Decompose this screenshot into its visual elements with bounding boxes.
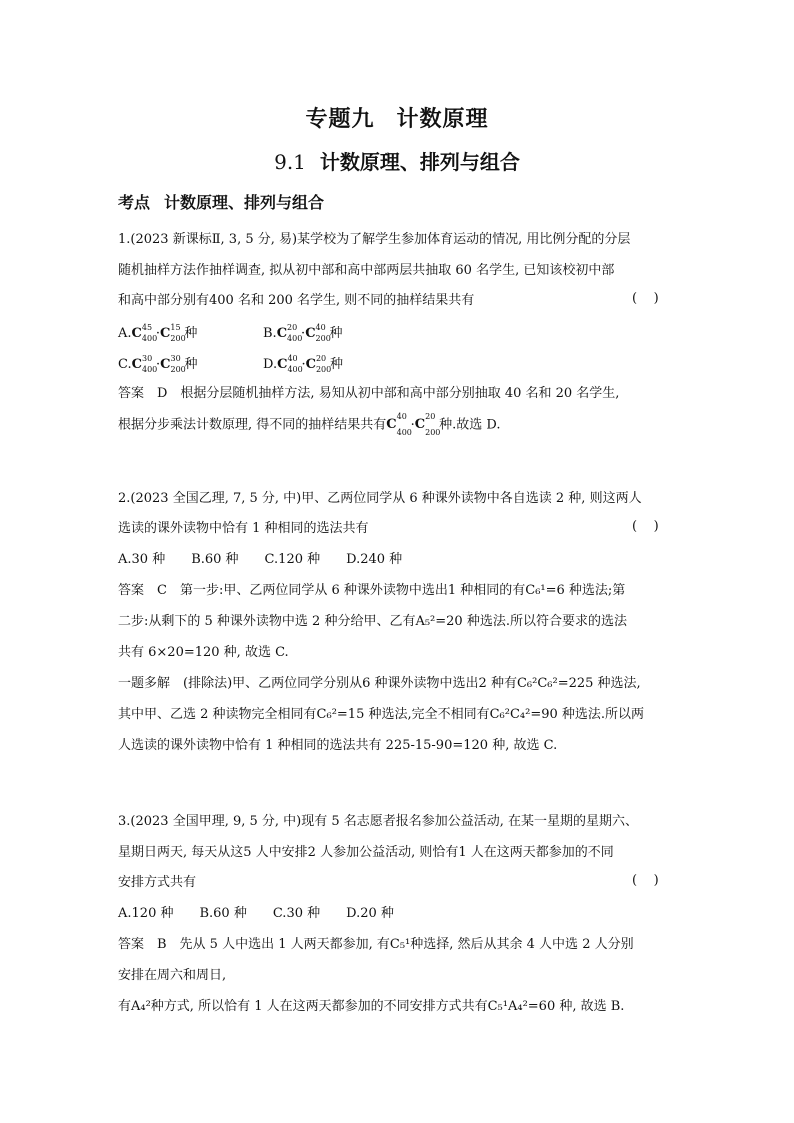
combo-sup: 20 — [315, 354, 327, 363]
answer-text: 种.故选 D. — [439, 417, 501, 433]
combo-sub: 200 — [315, 334, 331, 343]
option-label: C. — [118, 357, 132, 372]
q2-alt-line-1: 一题多解 (排除法)甲、乙两位同学分别从6 种课外读物中选出2 种有C₆²C₆²=225 种选法, — [118, 676, 641, 691]
q1-option-b: B.C 20 400 ·C 40 200 种 — [263, 323, 343, 343]
combo-sub: 200 — [315, 365, 332, 374]
combo-sup: 30 — [170, 354, 181, 363]
kaodian-topic: 计数原理、排列与组合 — [164, 193, 325, 212]
combo-sup: 40 — [287, 354, 298, 363]
q3-answer-line-2: 安排在周六和周日, — [118, 968, 227, 983]
combo-sup: 40 — [396, 412, 407, 421]
q2-line-1: 2.(2023 全国乙理, 7, 5 分, 中)甲、乙两位同学从 6 种课外读物中各自选读 2 种, 则这两人 — [118, 491, 642, 506]
section-title — [0, 146, 794, 175]
q1-line-1: 1.(2023 新课标Ⅱ, 3, 5 分, 易)某学校为了解学生参加体育运动的情况, 用比例分配的分层 — [118, 232, 631, 247]
q1-line-2: 随机抽样方法作抽样调查, 拟从初中部和高中部两层共抽取 60 名学生, 已知该校初中部 — [118, 263, 615, 278]
option-tail: 种 — [184, 326, 198, 341]
combo-sup: 30 — [141, 354, 153, 363]
q2-answer-blank: ( ) — [632, 519, 659, 534]
q1-line-3: 和高中部分别有400 名和 200 名学生, 则不同的抽样结果共有 — [118, 293, 475, 308]
chapter-name: 计数原理 — [396, 106, 489, 132]
q2-answer-line-2: 二步:从剩下的 5 种课外读物中选 2 种分给甲、乙有A₅²=20 种选法.所以符合要求的选法 — [118, 614, 627, 629]
q1-answer-line-1: 答案 D 根据分层随机抽样方法, 易知从初中部和高中部分别抽取 40 名和 20 名学生, — [118, 386, 620, 401]
q2-alt-line-2: 其中甲、乙选 2 种读物完全相同有C₆²=15 种选法,完全不相同有C₆²C₄²=90 种选法.所以两 — [118, 707, 645, 722]
q1-option-d: D.C 40 400 ·C 20 200 种 — [263, 354, 343, 374]
q1-option-a: A.C 45 400 ·C 15 200 种 — [118, 323, 198, 343]
q3-line-1: 3.(2023 全国甲理, 9, 5 分, 中)现有 5 名志愿者报名参加公益活动, 在某一星期的星期六、 — [118, 814, 639, 829]
q1-option-c: C.C 30 400 ·C 30 200 种 — [118, 354, 198, 374]
option-tail: 种 — [329, 326, 343, 341]
q3-line-2: 星期日两天, 每天从这5 人中安排2 人参加公益活动, 则恰有1 人在这两天都参加的不同 — [118, 845, 614, 860]
section-number: 9.1 — [274, 150, 306, 174]
q2-line-2: 选读的课外读物中恰有 1 种相同的选法共有 — [118, 521, 369, 536]
q2-answer-line-1: 答案 C 第一步:甲、乙两位同学从 6 种课外读物中选出1 种相同的有C₆¹=6 种选法;第 — [118, 583, 626, 598]
combo-sub: 200 — [170, 334, 186, 343]
q2-options: A.30 种 B.60 种 C.120 种 D.240 种 — [118, 552, 403, 567]
combo-sub: 400 — [287, 365, 303, 374]
combo-sup: 20 — [425, 412, 436, 421]
q1-answer-line-2: 根据分步乘法计数原理, 得不同的抽样结果共有C 40 400 ·C 20 200 种.故选 D. — [118, 412, 501, 437]
option-label: D. — [263, 357, 278, 372]
q2-answer-line-3: 共有 6×20=120 种, 故选 C. — [118, 645, 289, 660]
section-name: 计数原理、排列与组合 — [319, 150, 520, 174]
q1-answer-blank: ( ) — [632, 291, 659, 306]
kaodian-heading — [118, 190, 324, 213]
combo-sup: 15 — [170, 323, 181, 332]
chapter-title — [0, 102, 794, 133]
chapter-number: 专题九 — [305, 106, 375, 132]
option-label: B. — [263, 326, 277, 341]
combo-sub: 400 — [287, 334, 303, 343]
kaodian-label: 考点 — [118, 193, 151, 212]
q3-line-3: 安排方式共有 — [118, 875, 197, 890]
option-label: A. — [118, 326, 132, 341]
q3-options: A.120 种 B.60 种 C.30 种 D.20 种 — [118, 906, 394, 921]
combo-sup: 40 — [315, 323, 326, 332]
combo-sup: 20 — [287, 323, 298, 332]
q3-answer-line-3: 有A₄²种方式, 所以恰有 1 人在这两天都参加的不同安排方式共有C₅¹A₄²=60 种, 故选 B. — [118, 999, 625, 1014]
combo-sub: 200 — [425, 428, 441, 437]
combo-sub: 200 — [170, 365, 186, 374]
option-tail: 种 — [329, 357, 343, 372]
q2-alt-line-3: 人选读的课外读物中恰有 1 种相同的选法共有 225-15-90=120 种, 故选 C. — [118, 738, 558, 753]
combo-sup: 45 — [141, 323, 153, 332]
q3-answer-blank: ( ) — [632, 873, 659, 888]
combo-sub: 400 — [141, 365, 158, 374]
q3-answer-line-1: 答案 B 先从 5 人中选出 1 人两天都参加, 有C₅¹种选择, 然后从其余 4 人中选 2 人分别 — [118, 937, 634, 952]
option-tail: 种 — [184, 357, 198, 372]
combo-sub: 400 — [141, 334, 158, 343]
answer-text: 根据分步乘法计数原理, 得不同的抽样结果共有 — [118, 417, 387, 433]
combo-sub: 400 — [396, 428, 412, 437]
